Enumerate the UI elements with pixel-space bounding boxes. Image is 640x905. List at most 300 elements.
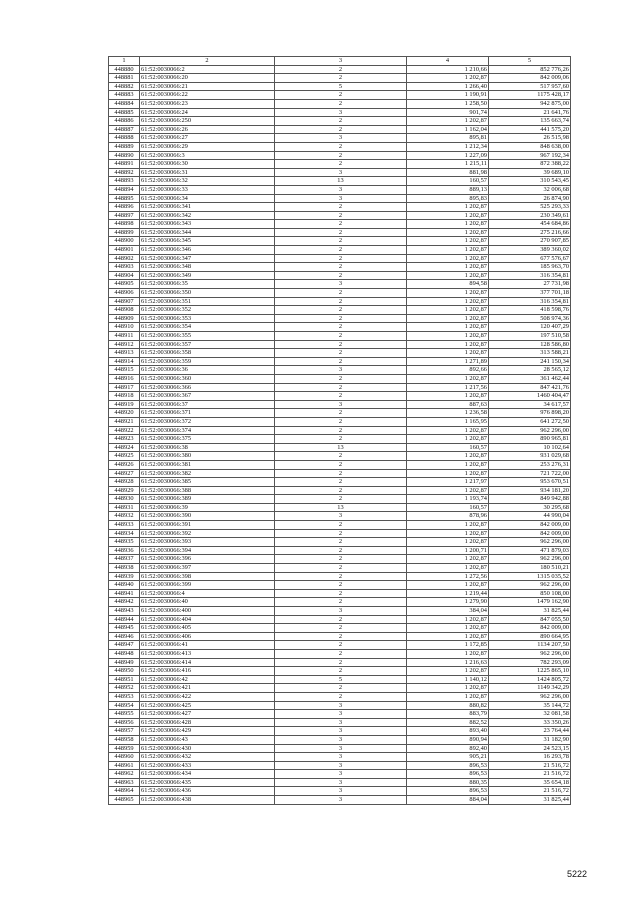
category-cell: 3 (275, 168, 407, 177)
category-cell: 3 (275, 194, 407, 203)
table-row (109, 280, 571, 289)
cadastral-number-cell: 61:52:0030066:360 (140, 374, 275, 383)
category-cell: 3 (275, 761, 407, 770)
cadastral-number-cell: 61:52:0030066:438 (140, 796, 275, 805)
cadastral-number-cell: 61:52:0030066:382 (140, 469, 275, 478)
category-cell: 2 (275, 314, 407, 323)
column-header-1: 1 (109, 57, 140, 66)
row-number-cell: 448918 (109, 392, 140, 401)
column-header-3: 3 (275, 57, 407, 66)
cadastral-value-cell: 135 663,74 (489, 117, 571, 126)
row-number-cell: 448960 (109, 753, 140, 762)
cadastral-value-cell: 641 272,50 (489, 417, 571, 426)
row-number-cell: 448899 (109, 228, 140, 237)
row-number-cell: 448947 (109, 641, 140, 650)
cadastral-number-cell: 61:52:0030066:366 (140, 383, 275, 392)
row-number-cell: 448939 (109, 572, 140, 581)
cadastral-value-cell: 26 515,98 (489, 134, 571, 143)
cadastral-number-cell: 61:52:0030066:434 (140, 770, 275, 779)
table-row (109, 82, 571, 91)
row-number-cell: 448896 (109, 203, 140, 212)
category-cell: 2 (275, 160, 407, 169)
table-row (109, 744, 571, 753)
cadastral-value-cell: 253 276,31 (489, 460, 571, 469)
cadastral-number-cell: 61:52:0030066:416 (140, 667, 275, 676)
unit-value-cell: 1 202,87 (407, 211, 489, 220)
unit-value-cell: 1 202,87 (407, 323, 489, 332)
table-row (109, 538, 571, 547)
unit-value-cell: 1 202,87 (407, 435, 489, 444)
cadastral-number-cell: 61:52:0030066:392 (140, 529, 275, 538)
unit-value-cell: 1 202,87 (407, 203, 489, 212)
category-cell: 2 (275, 203, 407, 212)
category-cell: 2 (275, 228, 407, 237)
table-row (109, 649, 571, 658)
cadastral-value-cell: 962 296,00 (489, 426, 571, 435)
cadastral-number-cell: 61:52:0030066:343 (140, 220, 275, 229)
cadastral-number-cell: 61:52:0030066:36 (140, 366, 275, 375)
cadastral-value-cell: 962 296,00 (489, 649, 571, 658)
unit-value-cell: 1 202,87 (407, 117, 489, 126)
column-header-5: 5 (489, 57, 571, 66)
category-cell: 2 (275, 564, 407, 573)
unit-value-cell: 1 202,87 (407, 289, 489, 298)
row-number-cell: 448958 (109, 735, 140, 744)
cadastral-value-cell: 35 144,72 (489, 701, 571, 710)
table-row (109, 512, 571, 521)
cadastral-value-cell: 33 350,26 (489, 718, 571, 727)
cadastral-number-cell: 61:52:0030066:42 (140, 675, 275, 684)
cadastral-number-cell: 61:52:0030066:436 (140, 787, 275, 796)
cadastral-number-cell: 61:52:0030066:38 (140, 443, 275, 452)
row-number-cell: 448891 (109, 160, 140, 169)
cadastral-number-cell: 61:52:0030066:33 (140, 185, 275, 194)
row-number-cell: 448930 (109, 495, 140, 504)
category-cell: 2 (275, 91, 407, 100)
cadastral-number-cell: 61:52:0030066:391 (140, 521, 275, 530)
cadastral-value-cell: 471 879,03 (489, 546, 571, 555)
category-cell: 2 (275, 589, 407, 598)
row-number-cell: 448915 (109, 366, 140, 375)
category-cell: 13 (275, 443, 407, 452)
cadastral-value-cell: 23 764,44 (489, 727, 571, 736)
cadastral-number-cell: 61:52:0030066:347 (140, 254, 275, 263)
cadastral-value-cell: 848 638,00 (489, 142, 571, 151)
table-row (109, 718, 571, 727)
table-row (109, 787, 571, 796)
unit-value-cell: 1 202,87 (407, 271, 489, 280)
category-cell: 3 (275, 108, 407, 117)
unit-value-cell: 1 202,87 (407, 538, 489, 547)
cadastral-number-cell: 61:52:0030066:389 (140, 495, 275, 504)
row-number-cell: 448911 (109, 332, 140, 341)
table-row (109, 632, 571, 641)
table-row (109, 658, 571, 667)
unit-value-cell: 1 202,87 (407, 452, 489, 461)
unit-value-cell: 1 202,87 (407, 374, 489, 383)
cadastral-number-cell: 61:52:0030066:24 (140, 108, 275, 117)
table-row (109, 417, 571, 426)
row-number-cell: 448884 (109, 99, 140, 108)
cadastral-number-cell: 61:52:0030066:399 (140, 581, 275, 590)
category-cell: 2 (275, 538, 407, 547)
category-cell: 2 (275, 211, 407, 220)
table-row (109, 426, 571, 435)
table-row (109, 400, 571, 409)
cadastral-number-cell: 61:52:0030066:30 (140, 160, 275, 169)
table-row (109, 675, 571, 684)
cadastral-number-cell: 61:52:0030066:3 (140, 151, 275, 160)
cadastral-number-cell: 61:52:0030066:344 (140, 228, 275, 237)
row-number-cell: 448923 (109, 435, 140, 444)
unit-value-cell: 895,83 (407, 194, 489, 203)
row-number-cell: 448897 (109, 211, 140, 220)
category-cell: 2 (275, 572, 407, 581)
cadastral-value-cell: 30 295,68 (489, 503, 571, 512)
table-row (109, 684, 571, 693)
cadastral-value-cell: 525 293,33 (489, 203, 571, 212)
category-cell: 2 (275, 289, 407, 298)
cadastral-number-cell: 61:52:0030066:37 (140, 400, 275, 409)
cadastral-value-cell: 31 825,44 (489, 796, 571, 805)
table-row (109, 194, 571, 203)
cadastral-value-cell: 962 296,00 (489, 538, 571, 547)
cadastral-value-cell: 1460 404,47 (489, 392, 571, 401)
cadastral-value-cell: 849 942,88 (489, 495, 571, 504)
row-number-cell: 448921 (109, 417, 140, 426)
cadastral-value-table (108, 56, 571, 805)
cadastral-value-cell: 16 293,78 (489, 753, 571, 762)
cadastral-number-cell: 61:52:0030066:41 (140, 641, 275, 650)
table-row (109, 572, 571, 581)
unit-value-cell: 881,98 (407, 168, 489, 177)
category-cell: 3 (275, 735, 407, 744)
cadastral-number-cell: 61:52:0030066:4 (140, 589, 275, 598)
table-row (109, 624, 571, 633)
cadastral-value-cell: 44 990,04 (489, 512, 571, 521)
cadastral-number-cell: 61:52:0030066:348 (140, 263, 275, 272)
column-header-4: 4 (407, 57, 489, 66)
row-number-cell: 448908 (109, 306, 140, 315)
unit-value-cell: 1 202,87 (407, 340, 489, 349)
table-row (109, 168, 571, 177)
unit-value-cell: 1 202,87 (407, 220, 489, 229)
category-cell: 5 (275, 675, 407, 684)
table-row (109, 753, 571, 762)
category-cell: 2 (275, 478, 407, 487)
table-row (109, 529, 571, 538)
table-row (109, 409, 571, 418)
cadastral-value-cell: 967 192,34 (489, 151, 571, 160)
table-row (109, 701, 571, 710)
cadastral-value-cell: 32 006,68 (489, 185, 571, 194)
category-cell: 2 (275, 581, 407, 590)
row-number-cell: 448901 (109, 246, 140, 255)
table-row (109, 306, 571, 315)
row-number-cell: 448932 (109, 512, 140, 521)
unit-value-cell: 1 202,87 (407, 460, 489, 469)
category-cell: 2 (275, 624, 407, 633)
unit-value-cell: 1 202,87 (407, 349, 489, 358)
row-number-cell: 448926 (109, 460, 140, 469)
cadastral-number-cell: 61:52:0030066:346 (140, 246, 275, 255)
cadastral-number-cell: 61:52:0030066:35 (140, 280, 275, 289)
unit-value-cell: 892,40 (407, 744, 489, 753)
row-number-cell: 448913 (109, 349, 140, 358)
cadastral-number-cell: 61:52:0030066:22 (140, 91, 275, 100)
unit-value-cell: 1 271,89 (407, 357, 489, 366)
table-row (109, 443, 571, 452)
row-number-cell: 448907 (109, 297, 140, 306)
table-row (109, 589, 571, 598)
table-row (109, 220, 571, 229)
table-row (109, 108, 571, 117)
page-number: 5222 (567, 869, 588, 879)
unit-value-cell: 1 202,87 (407, 667, 489, 676)
category-cell: 2 (275, 151, 407, 160)
unit-value-cell: 1 202,87 (407, 632, 489, 641)
unit-value-cell: 901,74 (407, 108, 489, 117)
row-number-cell: 448954 (109, 701, 140, 710)
row-number-cell: 448919 (109, 400, 140, 409)
unit-value-cell: 1 202,87 (407, 486, 489, 495)
cadastral-value-cell: 847 055,50 (489, 615, 571, 624)
table-row (109, 117, 571, 126)
cadastral-number-cell: 61:52:0030066:425 (140, 701, 275, 710)
unit-value-cell: 1 202,87 (407, 306, 489, 315)
table-row (109, 185, 571, 194)
cadastral-value-cell: 32 081,58 (489, 710, 571, 719)
row-number-cell: 448903 (109, 263, 140, 272)
category-cell: 2 (275, 237, 407, 246)
category-cell: 2 (275, 658, 407, 667)
row-number-cell: 448951 (109, 675, 140, 684)
table-row (109, 203, 571, 212)
table-row (109, 246, 571, 255)
table-row (109, 99, 571, 108)
table-row (109, 452, 571, 461)
cadastral-number-cell: 61:52:0030066:26 (140, 125, 275, 134)
table-row (109, 340, 571, 349)
unit-value-cell: 1 202,87 (407, 314, 489, 323)
table-row (109, 546, 571, 555)
unit-value-cell: 1 217,56 (407, 383, 489, 392)
cadastral-value-cell: 677 576,67 (489, 254, 571, 263)
unit-value-cell: 896,53 (407, 761, 489, 770)
unit-value-cell: 384,04 (407, 607, 489, 616)
cadastral-value-cell: 962 296,00 (489, 692, 571, 701)
unit-value-cell: 883,79 (407, 710, 489, 719)
table-row (109, 778, 571, 787)
row-number-cell: 448904 (109, 271, 140, 280)
table-row (109, 478, 571, 487)
category-cell: 2 (275, 125, 407, 134)
unit-value-cell: 884,04 (407, 796, 489, 805)
table-row (109, 357, 571, 366)
cadastral-value-cell: 26 874,90 (489, 194, 571, 203)
cadastral-number-cell: 61:52:0030066:29 (140, 142, 275, 151)
table-row (109, 297, 571, 306)
table-row (109, 65, 571, 74)
category-cell: 3 (275, 718, 407, 727)
row-number-cell: 448933 (109, 521, 140, 530)
unit-value-cell: 1 272,56 (407, 572, 489, 581)
unit-value-cell: 1 190,91 (407, 91, 489, 100)
row-number-cell: 448881 (109, 74, 140, 83)
cadastral-number-cell: 61:52:0030066:358 (140, 349, 275, 358)
table-row (109, 237, 571, 246)
unit-value-cell: 1 202,87 (407, 74, 489, 83)
cadastral-number-cell: 61:52:0030066:413 (140, 649, 275, 658)
category-cell: 2 (275, 392, 407, 401)
row-number-cell: 448910 (109, 323, 140, 332)
cadastral-number-cell: 61:52:0030066:375 (140, 435, 275, 444)
cadastral-value-cell: 890 965,81 (489, 435, 571, 444)
category-cell: 2 (275, 297, 407, 306)
unit-value-cell: 1 193,74 (407, 495, 489, 504)
cadastral-value-cell: 847 421,76 (489, 383, 571, 392)
table-row (109, 761, 571, 770)
row-number-cell: 448931 (109, 503, 140, 512)
cadastral-value-cell: 931 029,68 (489, 452, 571, 461)
row-number-cell: 448938 (109, 564, 140, 573)
row-number-cell: 448948 (109, 649, 140, 658)
unit-value-cell: 1 202,87 (407, 246, 489, 255)
category-cell: 2 (275, 426, 407, 435)
unit-value-cell: 1 202,87 (407, 263, 489, 272)
row-number-cell: 448894 (109, 185, 140, 194)
table-row (109, 383, 571, 392)
row-number-cell: 448898 (109, 220, 140, 229)
row-number-cell: 448941 (109, 589, 140, 598)
category-cell: 2 (275, 649, 407, 658)
row-number-cell: 448920 (109, 409, 140, 418)
cadastral-value-cell: 454 684,86 (489, 220, 571, 229)
cadastral-number-cell: 61:52:0030066:351 (140, 297, 275, 306)
unit-value-cell: 882,52 (407, 718, 489, 727)
table-row (109, 323, 571, 332)
unit-value-cell: 1 172,85 (407, 641, 489, 650)
cadastral-value-cell: 953 670,51 (489, 478, 571, 487)
cadastral-value-cell: 1479 162,90 (489, 598, 571, 607)
cadastral-value-cell: 976 898,20 (489, 409, 571, 418)
category-cell: 2 (275, 65, 407, 74)
table-row (109, 598, 571, 607)
cadastral-number-cell: 61:52:0030066:371 (140, 409, 275, 418)
category-cell: 3 (275, 400, 407, 409)
category-cell: 2 (275, 99, 407, 108)
cadastral-value-cell: 28 565,12 (489, 366, 571, 375)
cadastral-value-cell: 31 825,44 (489, 607, 571, 616)
unit-value-cell: 1 202,87 (407, 237, 489, 246)
cadastral-value-cell: 842 009,00 (489, 624, 571, 633)
table-row (109, 91, 571, 100)
cadastral-value-cell: 890 664,95 (489, 632, 571, 641)
cadastral-value-cell: 10 102,64 (489, 443, 571, 452)
row-number-cell: 448934 (109, 529, 140, 538)
category-cell: 2 (275, 632, 407, 641)
row-number-cell: 448936 (109, 546, 140, 555)
category-cell: 2 (275, 546, 407, 555)
row-number-cell: 448890 (109, 151, 140, 160)
category-cell: 2 (275, 340, 407, 349)
table-header-row (109, 57, 571, 66)
cadastral-number-cell: 61:52:0030066:400 (140, 607, 275, 616)
category-cell: 3 (275, 710, 407, 719)
cadastral-number-cell: 61:52:0030066:250 (140, 117, 275, 126)
unit-value-cell: 895,81 (407, 134, 489, 143)
unit-value-cell: 1 202,87 (407, 581, 489, 590)
category-cell: 3 (275, 753, 407, 762)
category-cell: 3 (275, 770, 407, 779)
row-number-cell: 448895 (109, 194, 140, 203)
unit-value-cell: 1 202,87 (407, 529, 489, 538)
row-number-cell: 448922 (109, 426, 140, 435)
table-row (109, 271, 571, 280)
cadastral-number-cell: 61:52:0030066:21 (140, 82, 275, 91)
table-row (109, 142, 571, 151)
cadastral-value-cell: 27 731,98 (489, 280, 571, 289)
unit-value-cell: 1 202,87 (407, 332, 489, 341)
table-row (109, 366, 571, 375)
table-row (109, 435, 571, 444)
unit-value-cell: 1 202,87 (407, 649, 489, 658)
row-number-cell: 448917 (109, 383, 140, 392)
cadastral-number-cell: 61:52:0030066:353 (140, 314, 275, 323)
category-cell: 3 (275, 701, 407, 710)
cadastral-value-cell: 942 875,00 (489, 99, 571, 108)
unit-value-cell: 1 202,87 (407, 692, 489, 701)
cadastral-number-cell: 61:52:0030066:393 (140, 538, 275, 547)
cadastral-number-cell: 61:52:0030066:397 (140, 564, 275, 573)
category-cell: 3 (275, 134, 407, 143)
cadastral-number-cell: 61:52:0030066:34 (140, 194, 275, 203)
category-cell: 2 (275, 246, 407, 255)
cadastral-value-cell: 418 598,76 (489, 306, 571, 315)
cadastral-value-cell: 21 516,72 (489, 770, 571, 779)
unit-value-cell: 1 140,12 (407, 675, 489, 684)
row-number-cell: 448927 (109, 469, 140, 478)
table-row (109, 564, 571, 573)
table-row (109, 581, 571, 590)
row-number-cell: 448955 (109, 710, 140, 719)
cadastral-value-cell: 1175 428,17 (489, 91, 571, 100)
row-number-cell: 448950 (109, 667, 140, 676)
row-number-cell: 448963 (109, 778, 140, 787)
unit-value-cell: 1 202,87 (407, 469, 489, 478)
table-row (109, 314, 571, 323)
row-number-cell: 448965 (109, 796, 140, 805)
row-number-cell: 448959 (109, 744, 140, 753)
unit-value-cell: 896,53 (407, 787, 489, 796)
unit-value-cell: 905,21 (407, 753, 489, 762)
cadastral-value-cell: 842 009,00 (489, 521, 571, 530)
category-cell: 3 (275, 366, 407, 375)
row-number-cell: 448889 (109, 142, 140, 151)
row-number-cell: 448949 (109, 658, 140, 667)
cadastral-value-cell: 275 216,66 (489, 228, 571, 237)
category-cell: 2 (275, 417, 407, 426)
table-row (109, 289, 571, 298)
unit-value-cell: 1 219,44 (407, 589, 489, 598)
table-row (109, 332, 571, 341)
cadastral-number-cell: 61:52:0030066:385 (140, 478, 275, 487)
cadastral-value-cell: 310 543,45 (489, 177, 571, 186)
row-number-cell: 448953 (109, 692, 140, 701)
table-row (109, 263, 571, 272)
table-row (109, 151, 571, 160)
cadastral-number-cell: 61:52:0030066:381 (140, 460, 275, 469)
